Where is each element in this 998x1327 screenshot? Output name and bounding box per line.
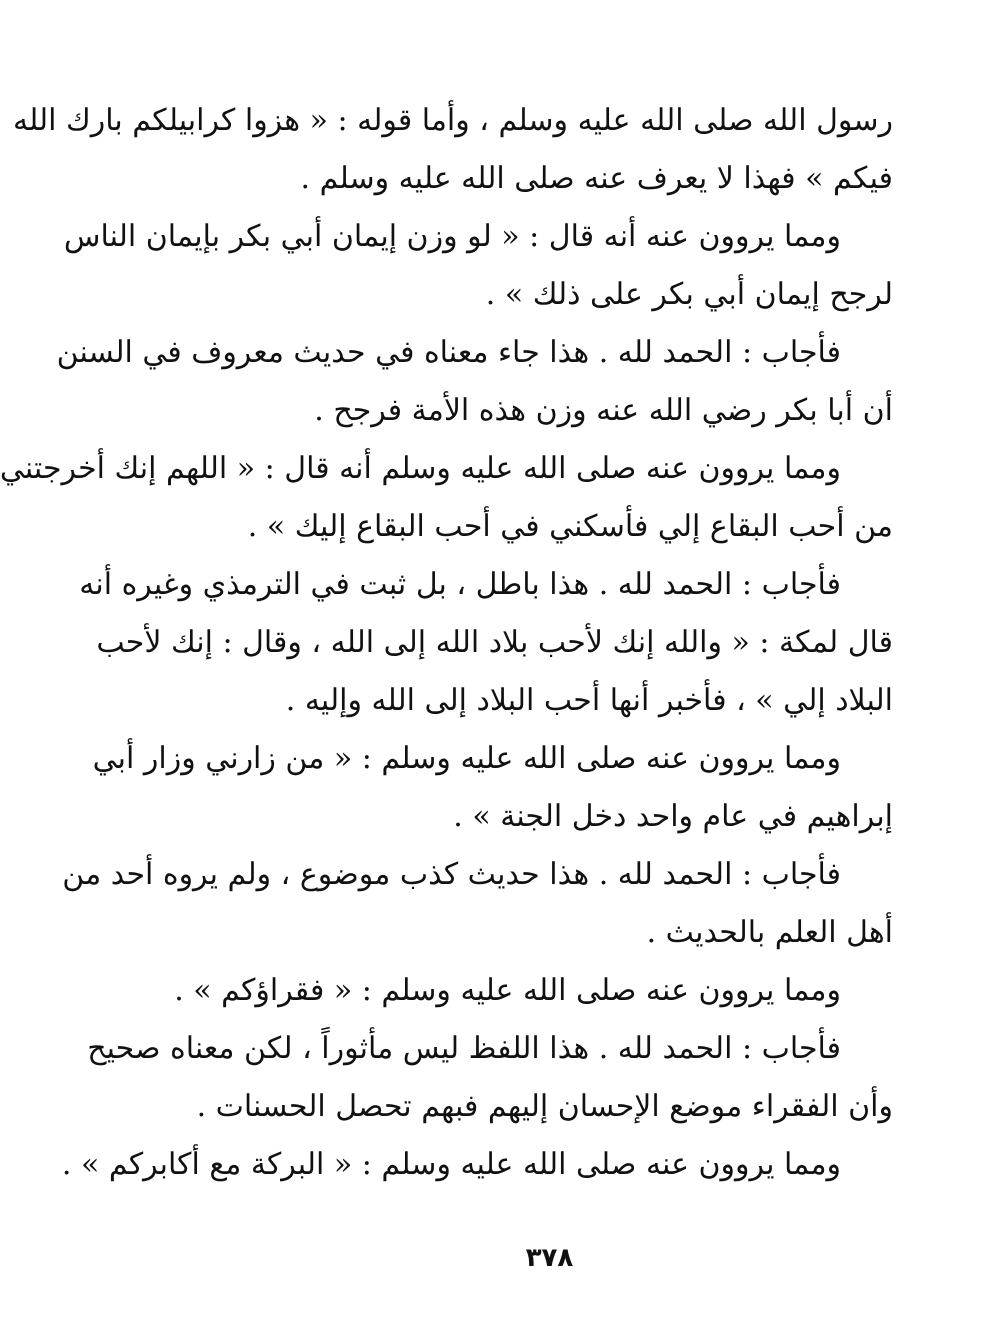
- text-line: ومما يروون عنه صلى الله عليه وسلم : « البركة مع أكابركم » .: [61, 1147, 841, 1182]
- text-line: فأجاب : الحمد لله . هذا اللفظ ليس مأثوراً ، لكن معناه صحيح: [87, 1031, 841, 1066]
- page-text: [0, 92, 893, 1242]
- text-line: فأجاب : الحمد لله . هذا باطل ، بل ثبت في الترمذي وغيره أنه: [79, 567, 841, 602]
- text-line: أهل العلم بالحديث .: [646, 915, 893, 950]
- text-line: ومما يروون عنه صلى الله عليه وسلم : « من زارني وزار أبي: [92, 741, 841, 776]
- text-line: البلاد إلي » ، فأخبر أنها أحب البلاد إلى الله وإليه .: [285, 683, 893, 718]
- text-line: ومما يروون عنه صلى الله عليه وسلم : « فقراؤكم » .: [174, 973, 841, 1008]
- text-line: ومما يروون عنه صلى الله عليه وسلم أنه قال : « اللهم إنك أخرجتني: [0, 451, 841, 486]
- text-line: فأجاب : الحمد لله . هذا جاء معناه في حديث معروف في السنن: [56, 335, 841, 370]
- page-number: ٣٧٨: [525, 1243, 574, 1273]
- text-line: لرجح إيمان أبي بكر على ذلك » .: [485, 277, 893, 312]
- text-line: رسول الله صلى الله عليه وسلم ، وأما قوله : « هزوا كرابيلكم بارك الله: [13, 103, 893, 138]
- text-line: إبراهيم في عام واحد دخل الجنة » .: [453, 799, 893, 834]
- text-line: قال لمكة : « والله إنك لأحب بلاد الله إلى الله ، وقال : إنك لأحب: [96, 625, 893, 660]
- text-line: وأن الفقراء موضع الإحسان إليهم فبهم تحصل الحسنات .: [196, 1089, 893, 1124]
- text-line: من أحب البقاع إلي فأسكني في أحب البقاع إليك » .: [247, 509, 893, 544]
- text-line: فأجاب : الحمد لله . هذا حديث كذب موضوع ، ولم يروه أحد من: [62, 857, 841, 892]
- text-line: أن أبا بكر رضي الله عنه وزن هذه الأمة فرجح .: [314, 393, 893, 428]
- text-line: ومما يروون عنه أنه قال : « لو وزن إيمان أبي بكر بإيمان الناس: [63, 219, 841, 254]
- text-line: فيكم » فهذا لا يعرف عنه صلى الله عليه وسلم .: [300, 161, 893, 196]
